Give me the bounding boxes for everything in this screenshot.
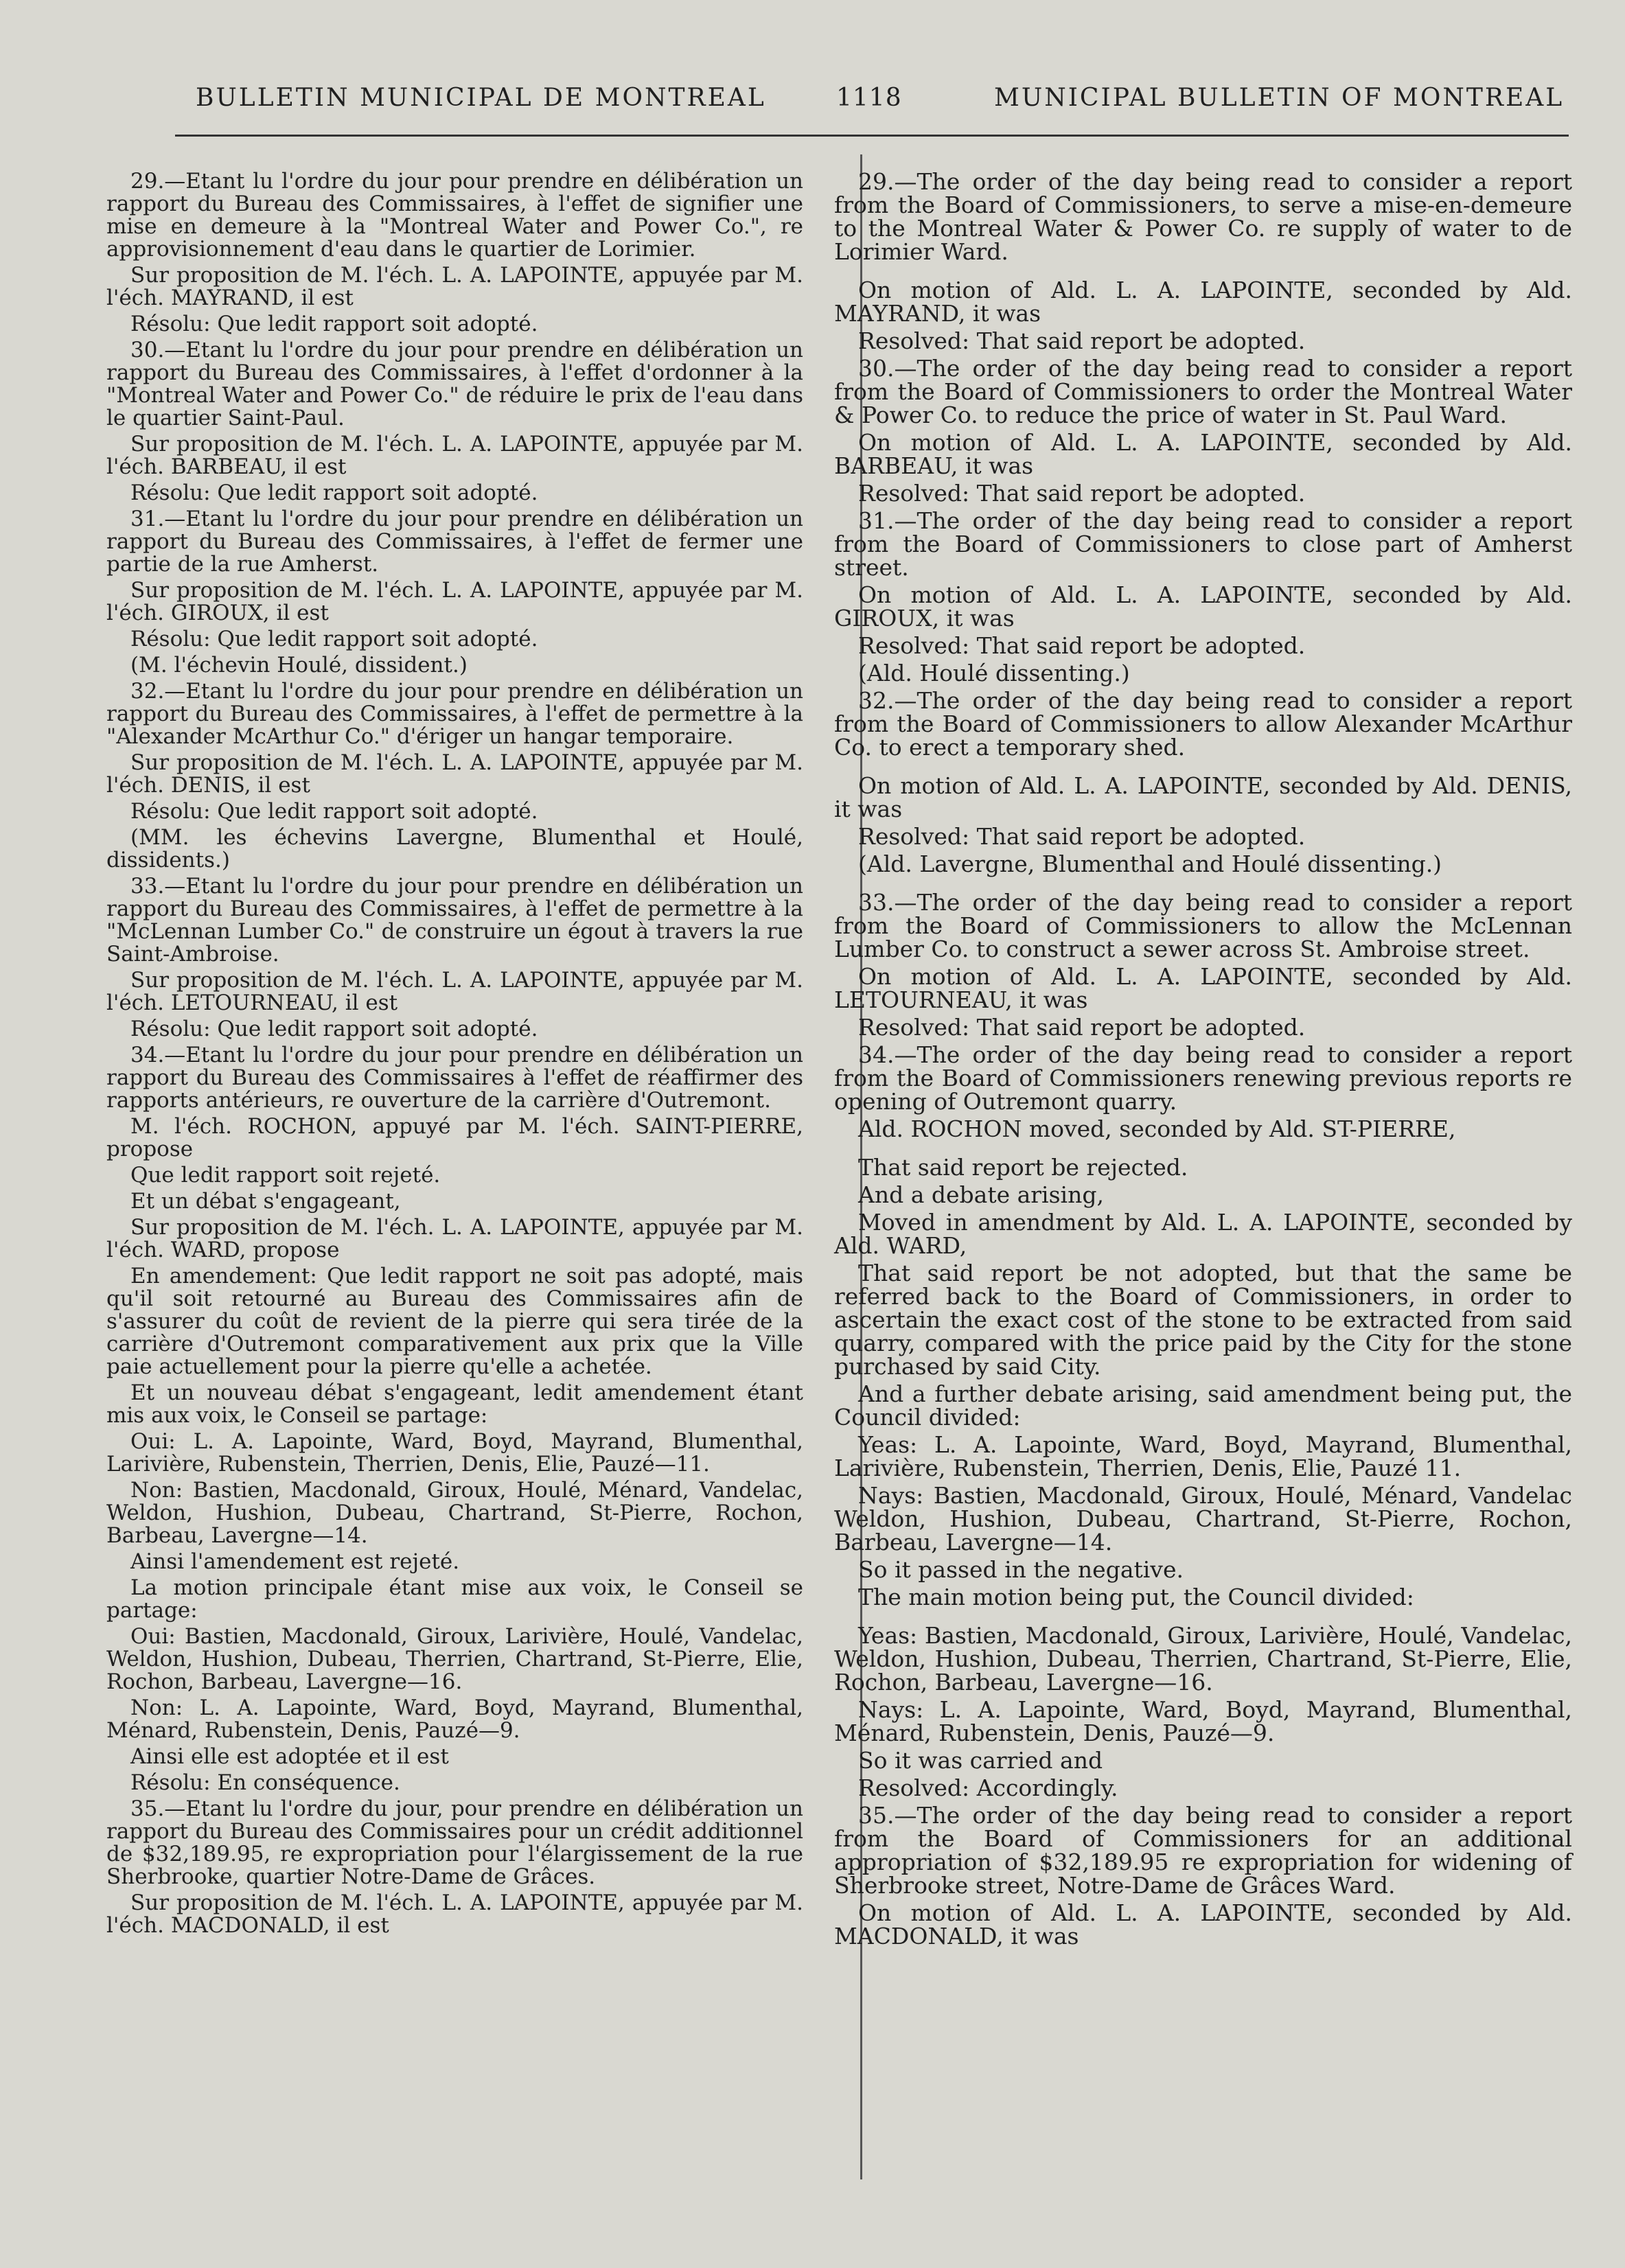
french-paragraph: Ainsi l'amendement est rejeté. [130,1549,460,1574]
french-paragraph: Et un nouveau débat s'engageant, ledit amendement étant mis aux voix, le Conseil se partage: [106,1380,803,1428]
english-paragraph: The main motion being put, the Council divided: [858,1584,1414,1610]
english-paragraph: On motion of Ald. L. A. LAPOINTE, seconded by Ald. BARBEAU, it was [834,429,1572,479]
english-paragraph: Resolved: That said report be adopted. [858,327,1306,354]
english-paragraph: Moved in amendment by Ald. L. A. LAPOINTE, seconded by Ald. WARD, [834,1209,1572,1259]
english-paragraph: So it was carried and [858,1747,1103,1774]
english-paragraph: 32.—The order of the day being read to consider a report from the Board of Commissioners to allow Alexander McArthur Co. to erect a temporary shed. [834,687,1572,761]
french-paragraph: 33.—Etant lu l'ordre du jour pour prendre en délibération un rapport du Bureau des Commissaires, à l'effet de permettre à la "McLennan Lumber Co." de construire un égout à travers la rue Saint-Ambroise. [106,874,803,967]
french-paragraph: Résolu: En conséquence. [130,1770,400,1795]
english-paragraph: 35.—The order of the day being read to consider a report from the Board of Commissioners for an additional appropriation of $32,189.95 re expropriation for widening of Sherbrooke street, Notre-Dame de Grâces Ward. [834,1802,1572,1899]
english-paragraph: Yeas: L. A. Lapointe, Ward, Boyd, Mayrand, Blumenthal, Larivière, Rubenstein, Therrien, Denis, Elie, Pauzé 11. [834,1431,1572,1481]
english-paragraph: So it passed in the negative. [858,1556,1184,1583]
french-paragraph: 34.—Etant lu l'ordre du jour pour prendre en délibération un rapport du Bureau des Commissaires à l'effet de réaffirmer des rapports antérieurs, re ouverture de la carrière d'Outremont. [106,1043,803,1113]
english-paragraph: On motion of Ald. L. A. LAPOINTE, seconded by Ald. MACDONALD, it was [834,1899,1572,1949]
header-left-title: BULLETIN MUNICIPAL DE MONTREAL [196,84,766,112]
english-paragraph: 29.—The order of the day being read to consider a report from the Board of Commissioners, to serve a mise-en-demeure to the Montreal Water & Power Co. re supply of water to de Lorimier Ward. [834,168,1572,265]
english-paragraph: 31.—The order of the day being read to consider a report from the Board of Commissioners to close part of Amherst street. [834,507,1572,581]
french-paragraph: Résolu: Que ledit rapport soit adopté. [130,627,538,651]
french-paragraph: Non: Bastien, Macdonald, Giroux, Houlé, Ménard, Vandelac, Weldon, Hushion, Dubeau, Chartrand, St-Pierre, Rochon, Barbeau, Lavergne—14. [106,1478,803,1548]
english-paragraph: Yeas: Bastien, Macdonald, Giroux, Larivière, Houlé, Vandelac, Weldon, Hushion, Dubeau, Therrien, Chartrand, St-Pierre, Elie, Rochon, Barbeau, Lavergne—16. [834,1622,1572,1696]
english-paragraph: Nays: L. A. Lapointe, Ward, Boyd, Mayrand, Blumenthal, Ménard, Rubenstein, Denis, Pauzé—9. [834,1696,1572,1746]
french-paragraph: En amendement: Que ledit rapport ne soit pas adopté, mais qu'il soit retourné au Bureau des Commissaires afin de s'assurer du coût de revient de la pierre qui sera tirée de la carrière d'Outremont comparativement aux prix que la Ville paie actuellement pour la pierre qu'elle a achetée. [106,1264,803,1379]
french-paragraph: Sur proposition de M. l'éch. L. A. LAPOINTE, appuyée par M. l'éch. LETOURNEAU, il est [106,968,803,1015]
french-column [106,170,803,1941]
french-paragraph: Sur proposition de M. l'éch. L. A. LAPOINTE, appuyée par M. l'éch. DENIS, il est [106,750,803,798]
english-column [834,170,1572,1952]
header-right-title: MUNICIPAL BULLETIN OF MONTREAL [994,84,1565,112]
french-paragraph: (MM. les échevins Lavergne, Blumenthal et Houlé, dissidents.) [106,825,803,872]
english-paragraph: (Ald. Lavergne, Blumenthal and Houlé dissenting.) [858,850,1442,877]
english-paragraph: Resolved: That said report be adopted. [858,480,1306,507]
english-paragraph: 33.—The order of the day being read to consider a report from the Board of Commissioners to allow the McLennan Lumber Co. to construct a sewer across St. Ambroise street. [834,889,1572,962]
french-paragraph: La motion principale étant mise aux voix, le Conseil se partage: [106,1575,803,1623]
english-paragraph: Resolved: That said report be adopted. [858,632,1306,659]
french-paragraph: Sur proposition de M. l'éch. L. A. LAPOINTE, appuyée par M. l'éch. MACDONALD, il est [106,1890,803,1938]
english-paragraph: 30.—The order of the day being read to consider a report from the Board of Commissioners to order the Montreal Water & Power Co. to reduce the price of water in St. Paul Ward. [834,355,1572,428]
french-paragraph: Sur proposition de M. l'éch. L. A. LAPOINTE, appuyée par M. l'éch. GIROUX, il est [106,578,803,625]
english-paragraph: 34.—The order of the day being read to consider a report from the Board of Commissioners renewing previous reports re opening of Outremont quarry. [834,1041,1572,1115]
french-paragraph: 31.—Etant lu l'ordre du jour pour prendre en délibération un rapport du Bureau des Commissaires, à l'effet de fermer une partie de la rue Amherst. [106,507,803,577]
english-paragraph: Resolved: That said report be adopted. [858,823,1306,850]
french-paragraph: M. l'éch. ROCHON, appuyé par M. l'éch. SAINT-PIERRE, propose [106,1114,803,1161]
french-paragraph: Résolu: Que ledit rapport soit adopté. [130,1017,538,1041]
english-paragraph: And a further debate arising, said amendment being put, the Council divided: [834,1380,1572,1431]
french-paragraph: Résolu: Que ledit rapport soit adopté. [130,312,538,336]
french-paragraph: Oui: L. A. Lapointe, Ward, Boyd, Mayrand, Blumenthal, Larivière, Rubenstein, Therrien, Denis, Elie, Pauzé—11. [106,1429,803,1477]
french-paragraph: 30.—Etant lu l'ordre du jour pour prendre en délibération un rapport du Bureau des Commissaires, à l'effet d'ordonner à la "Montreal Water and Power Co." de réduire le prix de l'eau dans le quartier Saint-Paul. [106,338,803,430]
english-paragraph: Resolved: Accordingly. [858,1774,1118,1801]
english-paragraph: On motion of Ald. L. A. LAPOINTE, seconded by Ald. LETOURNEAU, it was [834,963,1572,1013]
french-paragraph: Sur proposition de M. l'éch. L. A. LAPOINTE, appuyée par M. l'éch. WARD, propose [106,1215,803,1262]
french-paragraph: Non: L. A. Lapointe, Ward, Boyd, Mayrand, Blumenthal, Ménard, Rubenstein, Denis, Pauzé—9. [106,1696,803,1743]
french-paragraph: Oui: Bastien, Macdonald, Giroux, Larivière, Houlé, Vandelac, Weldon, Hushion, Dubeau, Therrien, Chartrand, St-Pierre, Elie, Rochon, Barbeau, Lavergne—16. [106,1624,803,1694]
french-paragraph: Et un débat s'engageant, [130,1189,401,1214]
french-paragraph: Que ledit rapport soit rejeté. [130,1163,441,1188]
english-paragraph: That said report be rejected. [858,1154,1188,1181]
english-paragraph: That said report be not adopted, but that the same be referred back to the Board of Commissioners, in order to ascertain the exact cost of the stone to be extracted from said quarry, compared with the price paid by the City for the stone purchased by said City. [834,1260,1572,1380]
french-paragraph: 29.—Etant lu l'ordre du jour pour prendre en délibération un rapport du Bureau des Commissaires, à l'effet de signifier une mise en demeure à la "Montreal Water and Power Co.", re approvisionnement d'eau dans le quartier de Lorimier. [106,169,803,262]
english-paragraph: On motion of Ald. L. A. LAPOINTE, seconded by Ald. MAYRAND, it was [834,277,1572,327]
english-paragraph: On motion of Ald. L. A. LAPOINTE, seconded by Ald. DENIS, it was [834,772,1572,822]
french-paragraph: Ainsi elle est adoptée et il est [130,1744,449,1769]
english-paragraph: And a debate arising, [858,1181,1104,1208]
page-number: 1118 [836,84,902,112]
french-paragraph: 35.—Etant lu l'ordre du jour, pour prendre en délibération un rapport du Bureau des Commissaires pour un crédit additionnel de $32,189.95, re expropriation pour l'élargissement de la rue Sherbrooke, quartier Notre-Dame de Grâces. [106,1796,803,1889]
english-paragraph: Ald. ROCHON moved, seconded by Ald. ST-PIERRE, [858,1115,1456,1142]
french-paragraph: Résolu: Que ledit rapport soit adopté. [130,481,538,505]
header-rule [175,135,1569,137]
english-paragraph: Resolved: That said report be adopted. [858,1014,1306,1041]
french-paragraph: Sur proposition de M. l'éch. L. A. LAPOINTE, appuyée par M. l'éch. MAYRAND, il est [106,263,803,310]
french-paragraph: 32.—Etant lu l'ordre du jour pour prendre en délibération un rapport du Bureau des Commissaires, à l'effet de permettre à la "Alexander McArthur Co." d'ériger un hangar temporaire. [106,679,803,749]
english-paragraph: Nays: Bastien, Macdonald, Giroux, Houlé, Ménard, Vandelac Weldon, Hushion, Dubeau, Chartrand, St-Pierre, Rochon, Barbeau, Lavergne—14. [834,1482,1572,1555]
french-paragraph: Sur proposition de M. l'éch. L. A. LAPOINTE, appuyée par M. l'éch. BARBEAU, il est [106,432,803,479]
english-paragraph: (Ald. Houlé dissenting.) [858,660,1130,686]
french-paragraph: Résolu: Que ledit rapport soit adopté. [130,799,538,824]
english-paragraph: On motion of Ald. L. A. LAPOINTE, seconded by Ald. GIROUX, it was [834,581,1572,632]
french-paragraph: (M. l'échevin Houlé, dissident.) [130,653,468,678]
